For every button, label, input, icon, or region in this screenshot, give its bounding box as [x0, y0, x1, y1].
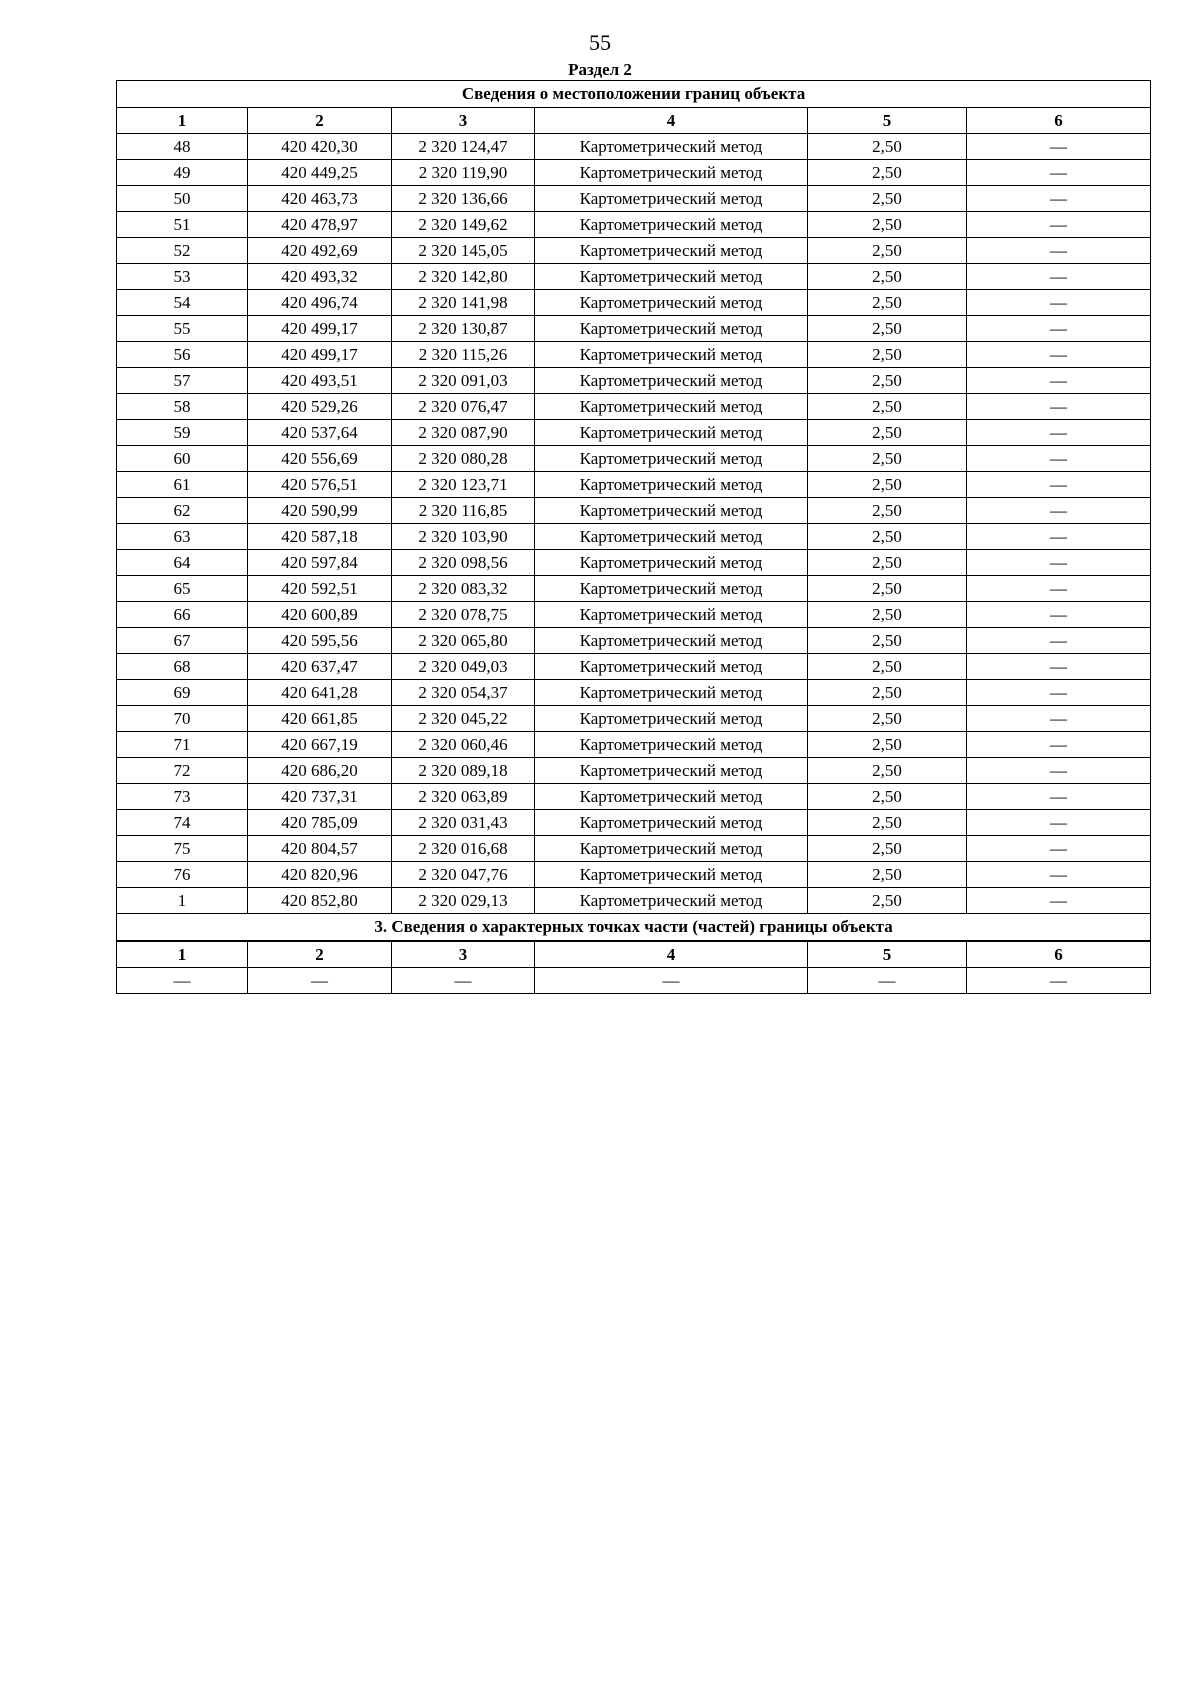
- table-cell: 68: [117, 654, 248, 680]
- table-cell: 2,50: [808, 186, 967, 212]
- table-cell: 2 320 049,03: [392, 654, 535, 680]
- table-cell: 420 420,30: [248, 134, 392, 160]
- table-row: [117, 238, 1151, 264]
- table-cell: —: [392, 968, 535, 994]
- boundary-table: [116, 80, 1151, 994]
- table-row: [117, 758, 1151, 784]
- table-row: [117, 420, 1151, 446]
- table-cell: Картометрический метод: [535, 862, 808, 888]
- table-cell: 420 496,74: [248, 290, 392, 316]
- table-cell: Картометрический метод: [535, 290, 808, 316]
- table-header-row: [117, 108, 1151, 134]
- table-cell: 420 478,97: [248, 212, 392, 238]
- table-cell: 420 820,96: [248, 862, 392, 888]
- table-row: [117, 524, 1151, 550]
- table-cell: Картометрический метод: [535, 472, 808, 498]
- table-cell: —: [967, 524, 1151, 550]
- table-caption-row: [117, 81, 1151, 108]
- table-row: [117, 186, 1151, 212]
- table-cell: 2 320 029,13: [392, 888, 535, 914]
- table-cell: Картометрический метод: [535, 602, 808, 628]
- table-row: [117, 550, 1151, 576]
- table-cell: —: [967, 420, 1151, 446]
- table-cell: —: [967, 810, 1151, 836]
- table-cell: 2,50: [808, 290, 967, 316]
- table-cell: —: [967, 968, 1151, 994]
- table-cell: —: [967, 498, 1151, 524]
- table-cell: 2,50: [808, 784, 967, 810]
- table-cell: 71: [117, 732, 248, 758]
- table-cell: Картометрический метод: [535, 186, 808, 212]
- table-cell: 2 320 031,43: [392, 810, 535, 836]
- table-cell: 2 320 091,03: [392, 368, 535, 394]
- table-cell: 1: [117, 888, 248, 914]
- table-cell: 2 320 145,05: [392, 238, 535, 264]
- table-cell: 420 637,47: [248, 654, 392, 680]
- column-header: 1: [117, 108, 248, 134]
- column-header: 2: [248, 941, 392, 968]
- table-cell: —: [967, 550, 1151, 576]
- table-cell: 2,50: [808, 446, 967, 472]
- table-cell: 420 590,99: [248, 498, 392, 524]
- table-cell: 73: [117, 784, 248, 810]
- table-cell: 2 320 060,46: [392, 732, 535, 758]
- table-cell: 2 320 098,56: [392, 550, 535, 576]
- table-cell: 53: [117, 264, 248, 290]
- table-cell: 2 320 045,22: [392, 706, 535, 732]
- table-cell: —: [967, 394, 1151, 420]
- column-header: 5: [808, 941, 967, 968]
- table-cell: Картометрический метод: [535, 784, 808, 810]
- table-cell: Картометрический метод: [535, 550, 808, 576]
- table-cell: 2 320 149,62: [392, 212, 535, 238]
- table-cell: 420 499,17: [248, 342, 392, 368]
- table-cell: 2 320 083,32: [392, 576, 535, 602]
- table-cell: 2,50: [808, 160, 967, 186]
- table-cell: Картометрический метод: [535, 342, 808, 368]
- table-cell: 76: [117, 862, 248, 888]
- table-cell: 2,50: [808, 758, 967, 784]
- table-cell: 49: [117, 160, 248, 186]
- table-cell: 2 320 141,98: [392, 290, 535, 316]
- table-cell: —: [967, 602, 1151, 628]
- table-cell: Картометрический метод: [535, 498, 808, 524]
- table-cell: —: [117, 968, 248, 994]
- table-cell: 66: [117, 602, 248, 628]
- column-header: 3: [392, 108, 535, 134]
- table-cell: 2,50: [808, 602, 967, 628]
- column-header: 4: [535, 941, 808, 968]
- table-cell: 2,50: [808, 316, 967, 342]
- column-header: 4: [535, 108, 808, 134]
- table-cell: 2,50: [808, 550, 967, 576]
- table-cell: 420 449,25: [248, 160, 392, 186]
- table-cell: —: [967, 784, 1151, 810]
- table-cell: Картометрический метод: [535, 394, 808, 420]
- table-cell: 58: [117, 394, 248, 420]
- table-cell: 2 320 065,80: [392, 628, 535, 654]
- table-row: [117, 316, 1151, 342]
- table-cell: 2,50: [808, 212, 967, 238]
- table-cell: 420 587,18: [248, 524, 392, 550]
- table-row: [117, 264, 1151, 290]
- table-cell: 2,50: [808, 524, 967, 550]
- table-cell: —: [967, 862, 1151, 888]
- table-cell: 420 597,84: [248, 550, 392, 576]
- table-cell: 65: [117, 576, 248, 602]
- table-cell: 2,50: [808, 706, 967, 732]
- table-cell: 420 852,80: [248, 888, 392, 914]
- column-header: 2: [248, 108, 392, 134]
- table-cell: 2,50: [808, 498, 967, 524]
- table-cell: —: [967, 342, 1151, 368]
- table-cell: —: [967, 628, 1151, 654]
- table-row: [117, 134, 1151, 160]
- table-cell: —: [808, 968, 967, 994]
- table-cell: 2 320 076,47: [392, 394, 535, 420]
- table-cell: 420 529,26: [248, 394, 392, 420]
- table-cell: Картометрический метод: [535, 316, 808, 342]
- table-cell: 420 804,57: [248, 836, 392, 862]
- table-cell: 2 320 016,68: [392, 836, 535, 862]
- table-cell: —: [967, 238, 1151, 264]
- table-cell: —: [967, 576, 1151, 602]
- table-row: [117, 732, 1151, 758]
- table-row: [117, 654, 1151, 680]
- table-cell: 420 492,69: [248, 238, 392, 264]
- table-cell: Картометрический метод: [535, 420, 808, 446]
- table-cell: Картометрический метод: [535, 212, 808, 238]
- table-cell: —: [967, 888, 1151, 914]
- column-header: 3: [392, 941, 535, 968]
- table-cell: 420 537,64: [248, 420, 392, 446]
- table-row: [117, 836, 1151, 862]
- table-row: [117, 498, 1151, 524]
- table-cell: Картометрический метод: [535, 810, 808, 836]
- table-cell: 2,50: [808, 628, 967, 654]
- table-cell: —: [967, 316, 1151, 342]
- table-cell: 48: [117, 134, 248, 160]
- table-row: [117, 628, 1151, 654]
- table-cell: 2,50: [808, 368, 967, 394]
- table-body: [117, 81, 1151, 994]
- table-cell: —: [967, 680, 1151, 706]
- table-cell: Картометрический метод: [535, 238, 808, 264]
- table-cell: 2,50: [808, 134, 967, 160]
- table-cell: —: [967, 446, 1151, 472]
- column-header: 5: [808, 108, 967, 134]
- table-row: [117, 810, 1151, 836]
- table-cell: —: [967, 290, 1151, 316]
- table-cell: 420 737,31: [248, 784, 392, 810]
- table-cell: 420 463,73: [248, 186, 392, 212]
- table-row: [117, 394, 1151, 420]
- column-header: 6: [967, 108, 1151, 134]
- table-cell: 2 320 054,37: [392, 680, 535, 706]
- table-cell: 420 592,51: [248, 576, 392, 602]
- table-cell: Картометрический метод: [535, 836, 808, 862]
- table-cell: 2,50: [808, 680, 967, 706]
- table-cell: 2,50: [808, 394, 967, 420]
- table-cell: 420 641,28: [248, 680, 392, 706]
- table-cell: 2,50: [808, 862, 967, 888]
- table-row: [117, 888, 1151, 914]
- table-cell: 2 320 063,89: [392, 784, 535, 810]
- table-cell: Картометрический метод: [535, 706, 808, 732]
- table-cell: —: [967, 368, 1151, 394]
- table-cell: Картометрический метод: [535, 264, 808, 290]
- boundary-table-caption: Сведения о местоположении границ объекта: [117, 81, 1151, 108]
- table-cell: Картометрический метод: [535, 628, 808, 654]
- table-cell: Картометрический метод: [535, 160, 808, 186]
- table-cell: 50: [117, 186, 248, 212]
- table-cell: 67: [117, 628, 248, 654]
- table-cell: 57: [117, 368, 248, 394]
- table-cell: 2 320 130,87: [392, 316, 535, 342]
- table-cell: Картометрический метод: [535, 654, 808, 680]
- table-cell: 420 686,20: [248, 758, 392, 784]
- table-cell: 64: [117, 550, 248, 576]
- table-cell: 420 595,56: [248, 628, 392, 654]
- table-cell: 420 667,19: [248, 732, 392, 758]
- table-cell: Картометрический метод: [535, 758, 808, 784]
- table-cell: 60: [117, 446, 248, 472]
- table-cell: 2 320 116,85: [392, 498, 535, 524]
- table-row: [117, 576, 1151, 602]
- table-cell: Картометрический метод: [535, 368, 808, 394]
- table-cell: 420 576,51: [248, 472, 392, 498]
- table-cell: 2,50: [808, 576, 967, 602]
- table-cell: 420 661,85: [248, 706, 392, 732]
- table-row: [117, 680, 1151, 706]
- table-cell: 420 785,09: [248, 810, 392, 836]
- table-cell: 420 493,51: [248, 368, 392, 394]
- table-cell: —: [967, 186, 1151, 212]
- table-cell: 2 320 078,75: [392, 602, 535, 628]
- table-cell: 2,50: [808, 732, 967, 758]
- table-cell: 63: [117, 524, 248, 550]
- table-header-row: [117, 941, 1151, 968]
- table-row: [117, 212, 1151, 238]
- table-cell: —: [967, 264, 1151, 290]
- table-cell: 56: [117, 342, 248, 368]
- table-cell: —: [967, 472, 1151, 498]
- table-cell: 72: [117, 758, 248, 784]
- table-row: [117, 290, 1151, 316]
- table-caption-row: [117, 914, 1151, 942]
- table-cell: 74: [117, 810, 248, 836]
- table-cell: 2 320 047,76: [392, 862, 535, 888]
- table-row: [117, 968, 1151, 994]
- table-cell: 62: [117, 498, 248, 524]
- table-cell: 2 320 103,90: [392, 524, 535, 550]
- table-cell: Картометрический метод: [535, 134, 808, 160]
- table-cell: 2,50: [808, 836, 967, 862]
- page-number: 55: [589, 30, 611, 55]
- table-cell: —: [967, 836, 1151, 862]
- table-cell: —: [967, 212, 1151, 238]
- table-cell: 2 320 119,90: [392, 160, 535, 186]
- table-cell: 2 320 080,28: [392, 446, 535, 472]
- table-cell: 2,50: [808, 342, 967, 368]
- table-cell: Картометрический метод: [535, 446, 808, 472]
- table-cell: —: [967, 758, 1151, 784]
- table-cell: 2 320 087,90: [392, 420, 535, 446]
- table-cell: 2 320 142,80: [392, 264, 535, 290]
- table-row: [117, 368, 1151, 394]
- column-header: 6: [967, 941, 1151, 968]
- table-cell: 2 320 123,71: [392, 472, 535, 498]
- section-title: Раздел 2: [568, 60, 632, 79]
- table-row: [117, 602, 1151, 628]
- table-cell: 420 600,89: [248, 602, 392, 628]
- table-cell: 52: [117, 238, 248, 264]
- table-cell: 55: [117, 316, 248, 342]
- table-row: [117, 342, 1151, 368]
- column-header: 1: [117, 941, 248, 968]
- table-cell: 2,50: [808, 238, 967, 264]
- parts-table-caption: 3. Сведения о характерных точках части (частей) границы объекта: [117, 914, 1151, 942]
- table-cell: 2 320 089,18: [392, 758, 535, 784]
- table-cell: —: [967, 654, 1151, 680]
- table-cell: —: [967, 732, 1151, 758]
- table-cell: Картометрический метод: [535, 576, 808, 602]
- table-cell: —: [967, 160, 1151, 186]
- table-cell: Картометрический метод: [535, 680, 808, 706]
- table-row: [117, 472, 1151, 498]
- table-cell: 59: [117, 420, 248, 446]
- table-cell: 420 499,17: [248, 316, 392, 342]
- table-cell: —: [967, 706, 1151, 732]
- table-cell: 2 320 124,47: [392, 134, 535, 160]
- table-row: [117, 160, 1151, 186]
- table-cell: 2,50: [808, 420, 967, 446]
- table-row: [117, 862, 1151, 888]
- table-cell: 2 320 115,26: [392, 342, 535, 368]
- table-cell: 51: [117, 212, 248, 238]
- table-cell: 2,50: [808, 810, 967, 836]
- table-cell: 2 320 136,66: [392, 186, 535, 212]
- table-cell: Картометрический метод: [535, 732, 808, 758]
- table-cell: 75: [117, 836, 248, 862]
- table-cell: —: [535, 968, 808, 994]
- table-cell: Картометрический метод: [535, 888, 808, 914]
- table-cell: 2,50: [808, 654, 967, 680]
- table-cell: 2,50: [808, 888, 967, 914]
- table-cell: 2,50: [808, 472, 967, 498]
- table-cell: 420 493,32: [248, 264, 392, 290]
- table-row: [117, 706, 1151, 732]
- table-cell: Картометрический метод: [535, 524, 808, 550]
- table-cell: —: [967, 134, 1151, 160]
- table-cell: —: [248, 968, 392, 994]
- table-row: [117, 446, 1151, 472]
- table-row: [117, 784, 1151, 810]
- table-cell: 54: [117, 290, 248, 316]
- table-cell: 70: [117, 706, 248, 732]
- table-cell: 69: [117, 680, 248, 706]
- table-cell: 2,50: [808, 264, 967, 290]
- table-cell: 420 556,69: [248, 446, 392, 472]
- table-cell: 61: [117, 472, 248, 498]
